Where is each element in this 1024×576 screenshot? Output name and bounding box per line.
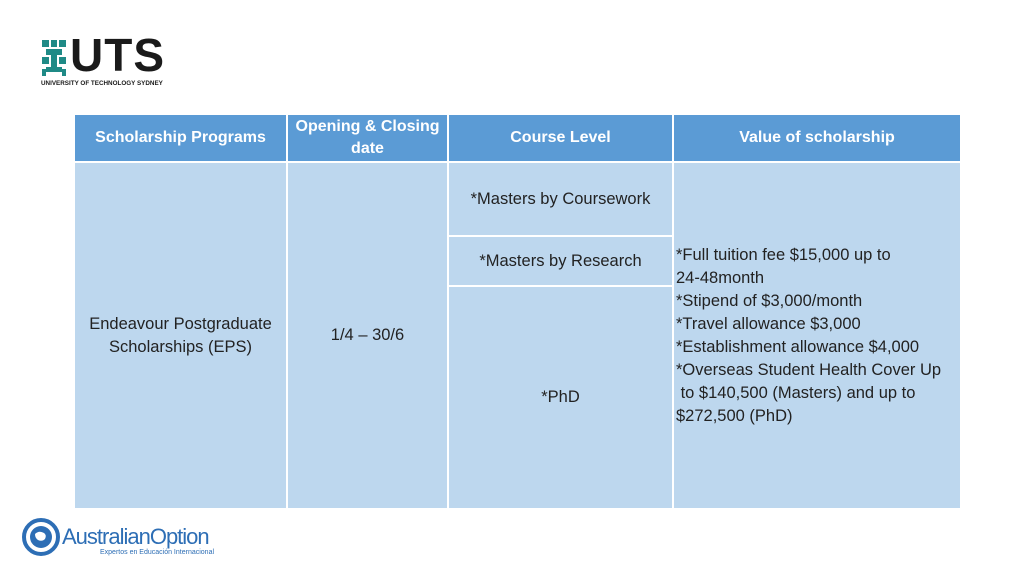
header-value-of-scholarship: Value of scholarship [673,114,961,162]
uts-logo-text: UTS [70,29,165,81]
table-row [74,162,961,236]
value-line: *Travel allowance $3,000 [676,314,861,333]
uts-logo [40,29,170,90]
course-level-research: *Masters by Research [448,236,673,286]
value-line: $272,500 (PhD) [676,406,793,425]
value-line: to $140,500 (Masters) and up to [676,383,916,402]
value-cell [673,162,961,509]
value-line: *Full tuition fee $15,000 up to [676,245,891,264]
header-scholarship-programs: Scholarship Programs [74,114,287,162]
program-name-cell: Endeavour Postgraduate Scholarships (EPS) [74,162,287,509]
scholarship-table [73,113,962,510]
australian-option-logo [22,518,215,560]
value-line: 24-48month [676,268,765,287]
globe-icon [22,518,60,556]
australian-option-subtitle: Expertos en Educación Internacional [100,549,215,556]
table-header-row [74,114,961,162]
australian-option-text: AustralianOption [62,524,209,549]
dates-cell: 1/4 – 30/6 [287,162,448,509]
value-line: *Establishment allowance $4,000 [676,337,920,356]
uts-emblem-icon [42,40,66,76]
header-opening-closing-date: Opening & Closing date [287,114,448,162]
course-level-phd: *PhD [448,286,673,509]
uts-logo-subtitle: UNIVERSITY OF TECHNOLOGY SYDNEY [41,80,163,87]
course-level-coursework: *Masters by Coursework [448,162,673,236]
value-line: *Stipend of $3,000/month [676,291,863,310]
header-course-level: Course Level [448,114,673,162]
value-line: *Overseas Student Health Cover Up [676,360,942,379]
